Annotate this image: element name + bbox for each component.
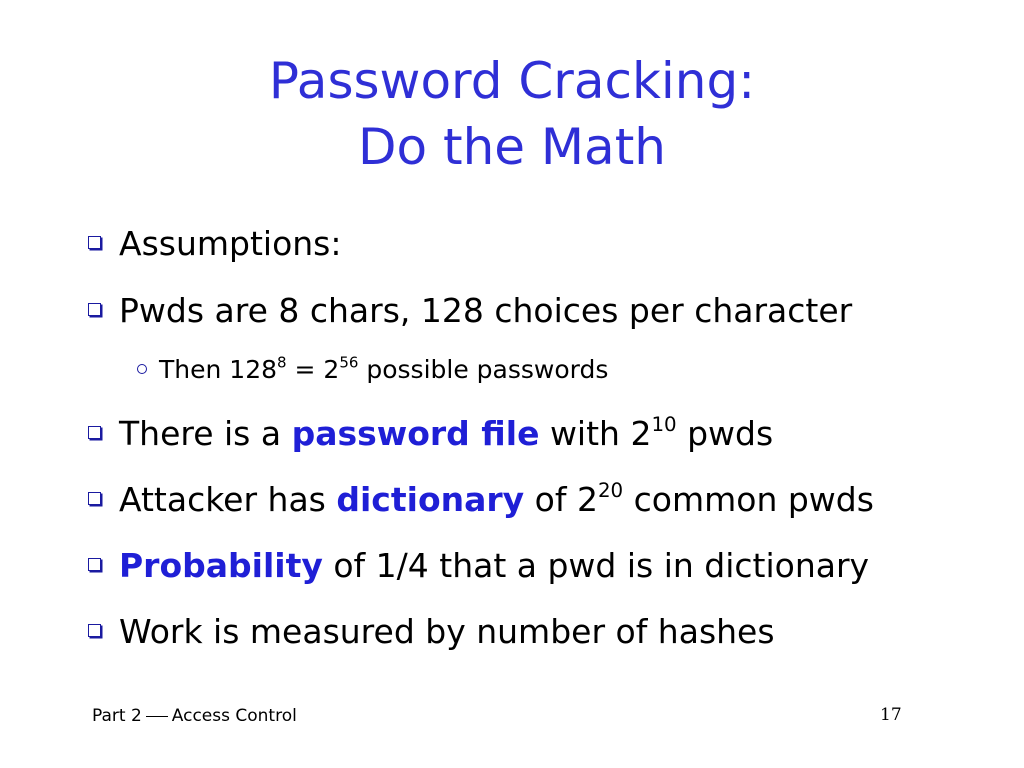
- highlight-term: password file: [291, 414, 540, 453]
- bullet-assumptions: [88, 224, 342, 264]
- bullet-text-post: of 1/4 that a pwd is in dictionary: [322, 546, 870, 585]
- exponent: 56: [339, 353, 359, 372]
- sub-bullet-text-pre: Then 128: [159, 355, 278, 384]
- square-bullet-icon: [88, 558, 101, 571]
- bullet-work-measure: [88, 612, 775, 652]
- em-dash-separator: [146, 716, 168, 717]
- exponent: 8: [277, 353, 287, 372]
- bullet-dictionary: [88, 480, 874, 520]
- footer-section-title: Access Control: [171, 706, 297, 726]
- sub-bullet-possible-passwords: [130, 354, 608, 386]
- footer-part: Part 2: [92, 706, 142, 726]
- bullet-text: Work is measured by number of hashes: [119, 612, 775, 651]
- bullet-text: Pwds are 8 chars, 128 choices per character: [119, 291, 853, 330]
- bullet-password-file: [88, 414, 773, 454]
- bullet-text-post: pwds: [676, 414, 774, 453]
- square-bullet-icon: [88, 624, 101, 637]
- bullet-text: Assumptions:: [119, 224, 342, 263]
- title-line-2: Do the Math: [357, 118, 666, 176]
- sub-bullet-text-post: possible passwords: [358, 355, 609, 384]
- title-line-1: Password Cracking:: [268, 52, 756, 110]
- square-bullet-icon: [88, 426, 101, 439]
- exponent: 20: [597, 479, 624, 503]
- bullet-text-mid: of 2: [524, 480, 598, 519]
- sub-bullet-text-mid: = 2: [286, 355, 340, 384]
- footer-section: [92, 706, 297, 726]
- square-bullet-icon: [88, 492, 101, 505]
- bullet-text-mid: with 2: [539, 414, 652, 453]
- square-bullet-icon: [88, 303, 101, 316]
- square-bullet-icon: [88, 236, 101, 249]
- bullet-probability: [88, 546, 869, 586]
- exponent: 10: [651, 413, 677, 437]
- bullet-text-pre: There is a: [119, 414, 292, 453]
- circle-bullet-icon: [137, 364, 147, 374]
- bullet-text-pre: Attacker has: [119, 480, 337, 519]
- bullet-pwd-length: [88, 291, 852, 331]
- highlight-term: dictionary: [336, 480, 525, 519]
- bullet-text-post: common pwds: [623, 480, 874, 519]
- page-number: 17: [880, 705, 902, 725]
- highlight-term: Probability: [119, 546, 323, 585]
